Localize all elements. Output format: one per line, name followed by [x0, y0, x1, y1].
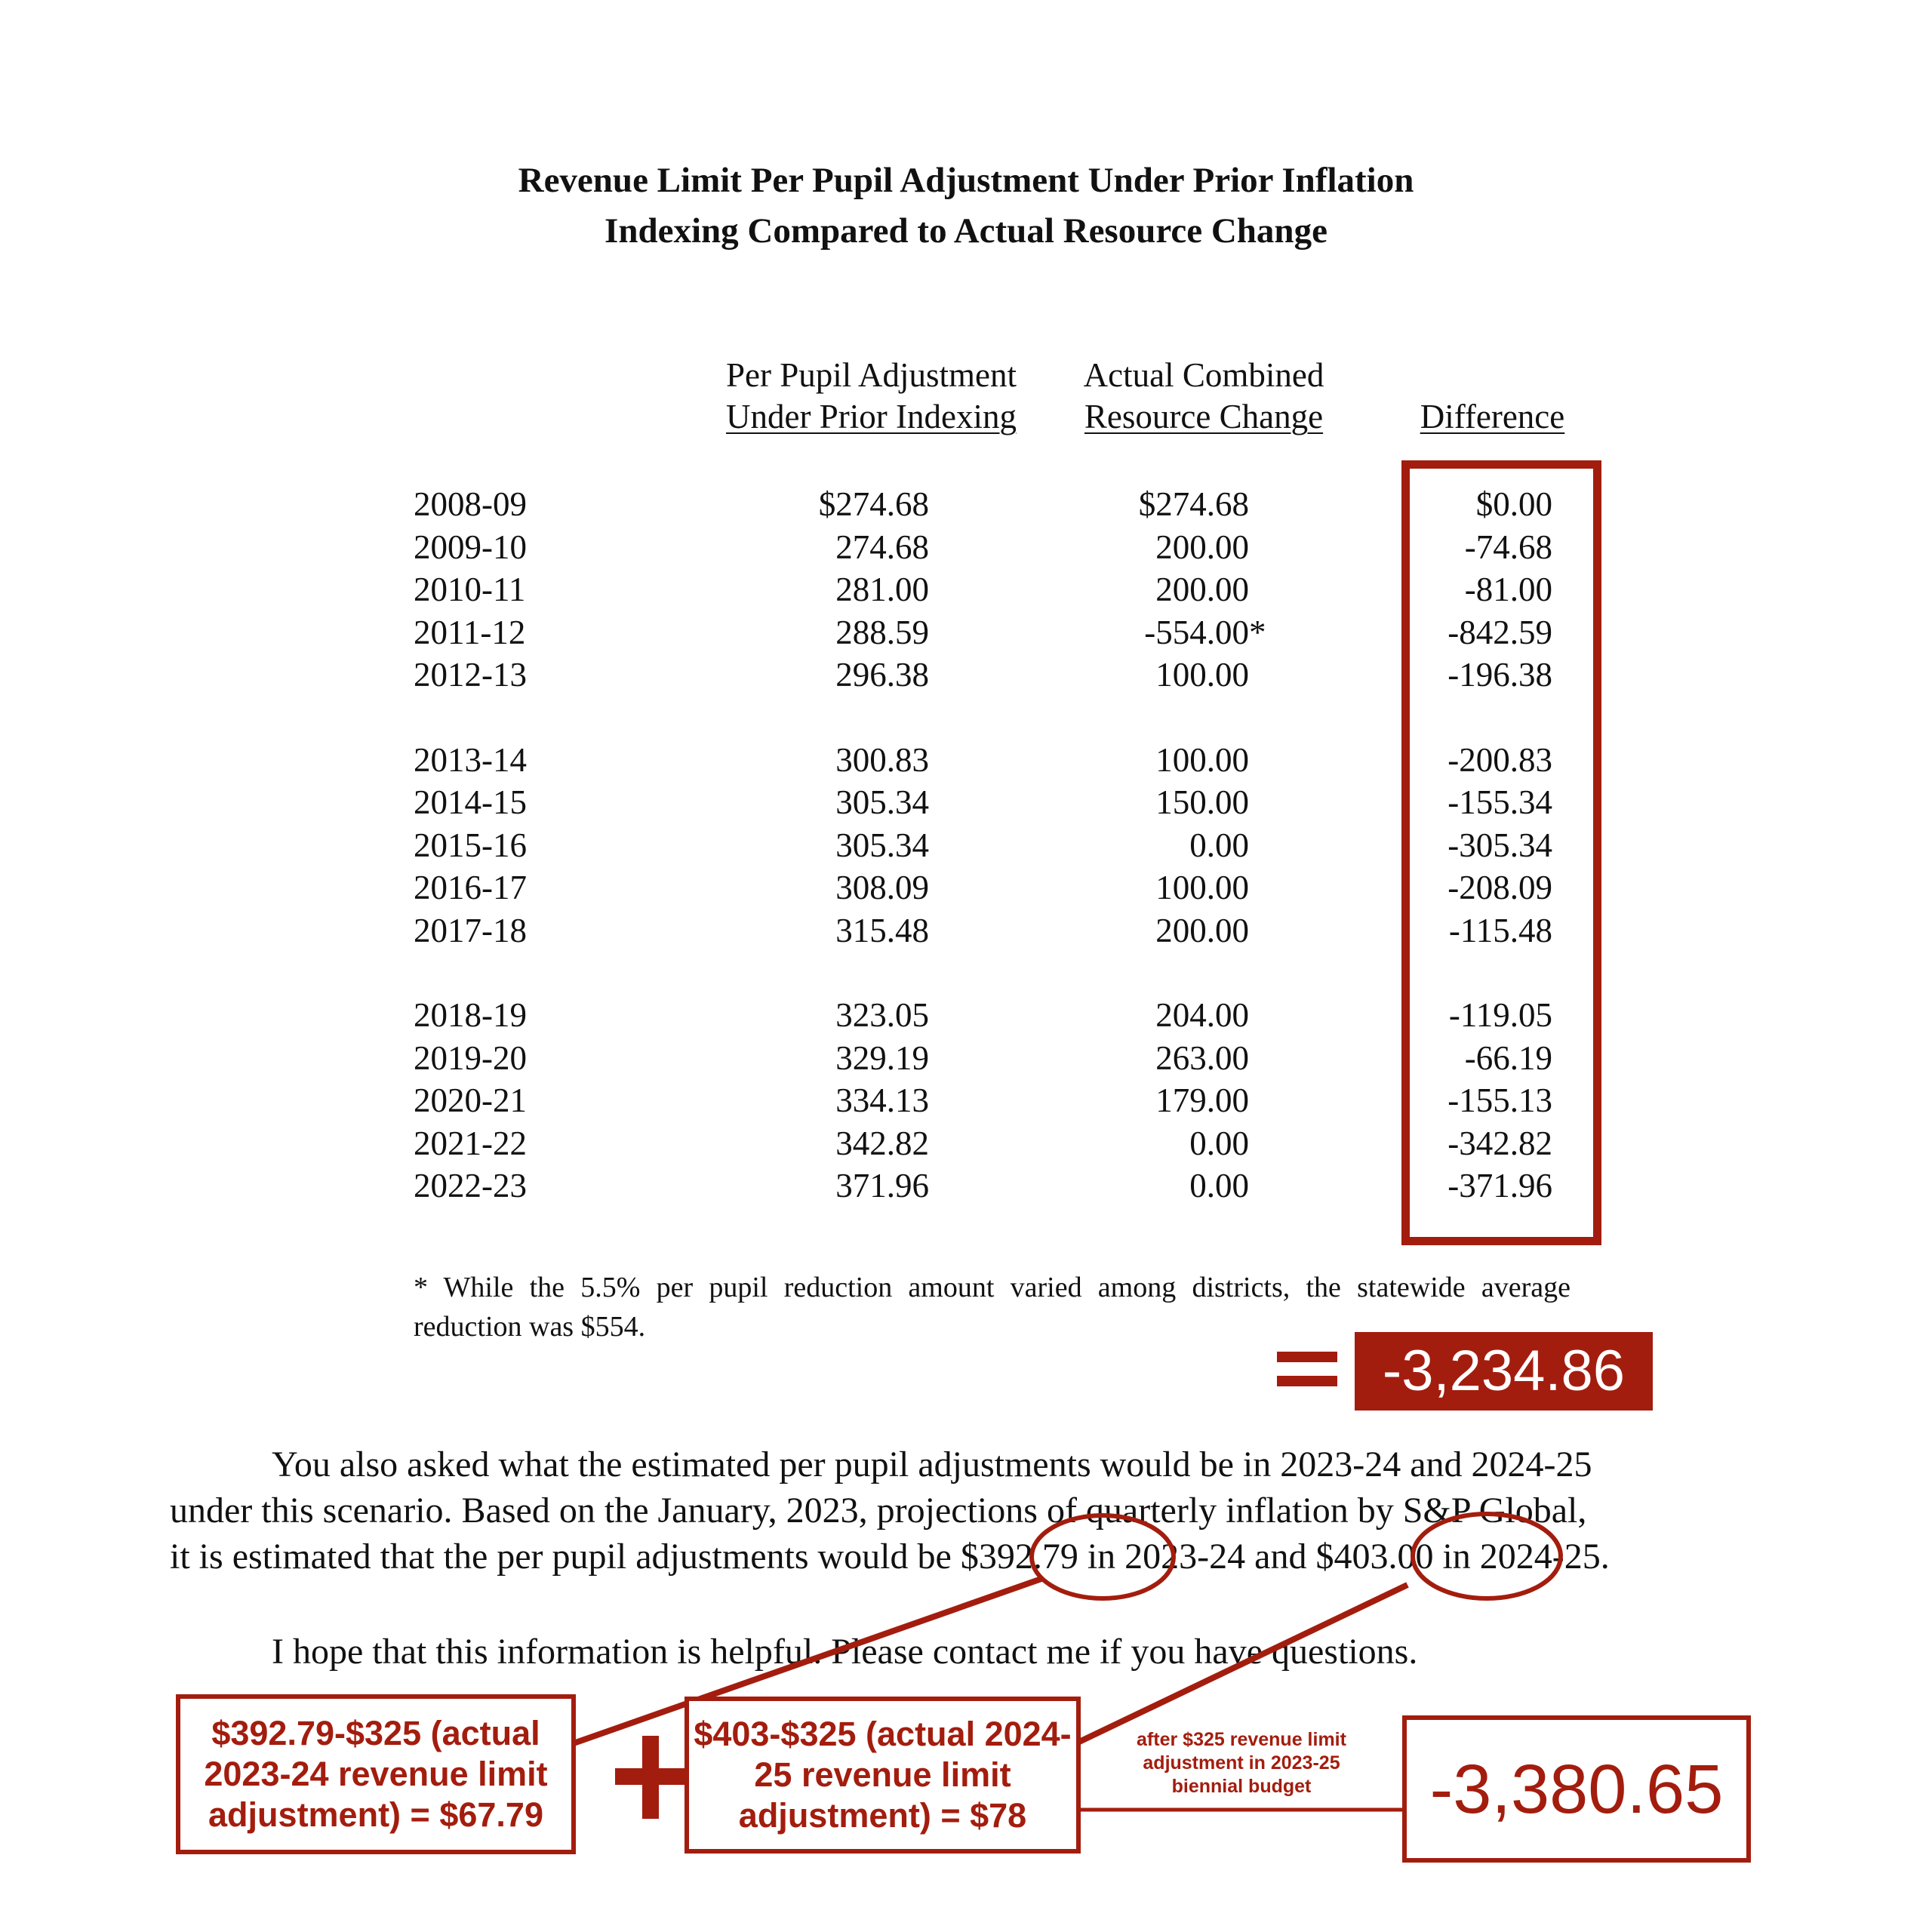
- row-actual-change: 200.00: [1155, 911, 1249, 949]
- row-year: 2010-11: [414, 571, 526, 608]
- prior-header-line-1: Per Pupil Adjustment: [725, 356, 1017, 394]
- row-year: 2013-14: [414, 740, 527, 779]
- row-prior-adjustment: 371.96: [835, 1167, 929, 1204]
- sum-total-value: -3,234.86: [1382, 1339, 1626, 1403]
- connector-line-2: [1079, 1585, 1407, 1742]
- circle-amount-2: [1413, 1514, 1561, 1598]
- row-difference: -74.68: [1464, 528, 1552, 566]
- row-year: 2016-17: [414, 869, 527, 906]
- row-difference: -81.00: [1464, 571, 1552, 608]
- footnote: * While the 5.5% per pupil reduction amount varied among districts, the statewide average reduction was $554.: [414, 1272, 1571, 1343]
- row-actual-change: -554.00 *: [1144, 611, 1249, 654]
- row-actual-change: 100.00: [1155, 656, 1249, 694]
- para-1-text-b: in 2023-24 and: [1078, 1537, 1316, 1577]
- row-prior-adjustment: 288.59: [835, 613, 929, 651]
- row-difference: -155.34: [1447, 783, 1552, 821]
- row-actual-change: 204.00: [1155, 996, 1249, 1034]
- callout-2023-24: [176, 1694, 576, 1854]
- row-prior-adjustment: 334.13: [835, 1081, 929, 1119]
- amount-2024-25: $403.00: [1315, 1537, 1434, 1577]
- row-prior-adjustment: 342.82: [835, 1124, 929, 1162]
- title-line-2: Indexing Compared to Actual Resource Change: [605, 211, 1327, 251]
- plus-icon: [615, 1736, 687, 1819]
- row-actual-change: 150.00: [1155, 783, 1249, 821]
- row-difference: -196.38: [1447, 656, 1552, 694]
- prior-header-line-2: Under Prior Indexing: [726, 398, 1017, 435]
- budget-note: after $325 revenue limit adjustment in 2023-25 biennial budget: [1137, 1729, 1346, 1797]
- row-actual-change: 200.00: [1155, 528, 1249, 566]
- row-actual-change: 200.00: [1155, 571, 1249, 608]
- actual-header-line-1: Actual Combined: [1083, 356, 1324, 394]
- row-prior-adjustment: 315.48: [835, 911, 929, 949]
- paragraph-1-line-1: You also asked what the estimated per pupil adjustments would be in 2023-24 and 2024-25: [272, 1444, 1592, 1484]
- row-year: 2018-19: [414, 996, 527, 1034]
- row-difference: -342.82: [1447, 1124, 1552, 1162]
- row-difference: -208.09: [1447, 869, 1552, 906]
- final-total-box: [1402, 1715, 1751, 1863]
- row-prior-adjustment: 305.34: [835, 783, 929, 821]
- callout-2024-25-text: $403-$325 (actual 2024-25 revenue limit adjustment) = $78: [694, 1715, 1072, 1835]
- row-prior-adjustment: 274.68: [835, 528, 929, 566]
- callout-2024-25: [685, 1697, 1081, 1854]
- row-difference: -305.34: [1447, 826, 1552, 864]
- row-difference: -200.83: [1447, 740, 1552, 779]
- row-actual-change: 0.00: [1189, 826, 1249, 864]
- footnote-marker: *: [1249, 613, 1266, 651]
- row-year: 2015-16: [414, 826, 527, 864]
- circle-amount-1: [1032, 1515, 1174, 1598]
- row-prior-adjustment: 281.00: [835, 571, 929, 608]
- row-actual-change: 100.00: [1155, 740, 1249, 779]
- row-prior-adjustment: 323.05: [835, 996, 929, 1034]
- para-1-text-c: in 2024-25.: [1433, 1537, 1610, 1577]
- row-prior-adjustment: $274.68: [818, 485, 929, 523]
- row-difference: -115.48: [1448, 911, 1552, 949]
- row-actual-change: $274.68: [1138, 485, 1249, 523]
- row-difference: -119.05: [1448, 996, 1552, 1034]
- row-prior-adjustment: 300.83: [835, 740, 929, 779]
- row-actual-change: 0.00: [1189, 1124, 1249, 1162]
- row-actual-change: 100.00: [1155, 869, 1249, 906]
- row-prior-adjustment: 308.09: [835, 869, 929, 906]
- paragraph-1-line-2: under this scenario. Based on the January, 2023, projections of quarterly inflation by S&P Global,: [170, 1491, 1587, 1531]
- row-prior-adjustment: 296.38: [835, 656, 929, 694]
- row-difference: -155.13: [1447, 1081, 1552, 1119]
- row-year: 2011-12: [414, 613, 526, 651]
- row-actual-change: 263.00: [1155, 1038, 1249, 1077]
- row-year: 2022-23: [414, 1167, 527, 1204]
- row-year: 2017-18: [414, 911, 527, 949]
- row-prior-adjustment: 329.19: [835, 1038, 929, 1077]
- difference-header-label: Difference: [1420, 398, 1565, 435]
- row-year: 2019-20: [414, 1038, 527, 1077]
- row-year: 2014-15: [414, 783, 527, 821]
- final-total-value: -3,380.65: [1429, 1750, 1724, 1828]
- row-difference: -66.19: [1464, 1038, 1552, 1077]
- row-actual-change: 0.00: [1189, 1167, 1249, 1204]
- actual-header-line-2: Resource Change: [1084, 398, 1324, 435]
- row-difference: -371.96: [1447, 1167, 1552, 1204]
- paragraph-2: I hope that this information is helpful. Please contact me if you have questions.: [272, 1632, 1418, 1672]
- para-1-text-a: it is estimated that the per pupil adjustments would be: [170, 1537, 961, 1577]
- row-year: 2021-22: [414, 1124, 527, 1162]
- row-year: 2008-09: [414, 485, 527, 523]
- row-actual-change: 179.00: [1155, 1081, 1249, 1119]
- title-line-1: Revenue Limit Per Pupil Adjustment Under Prior Inflation: [518, 161, 1414, 200]
- amount-2023-24: $392.79: [960, 1537, 1078, 1577]
- row-year: 2012-13: [414, 656, 527, 694]
- row-year: 2020-21: [414, 1081, 527, 1119]
- row-year: 2009-10: [414, 528, 527, 566]
- callout-2023-24-text: $392.79-$325 (actual 2023-24 revenue limit adjustment) = $67.79: [204, 1714, 548, 1834]
- row-prior-adjustment: 305.34: [835, 826, 929, 864]
- row-difference: -842.59: [1447, 613, 1552, 651]
- row-difference: $0.00: [1475, 485, 1552, 523]
